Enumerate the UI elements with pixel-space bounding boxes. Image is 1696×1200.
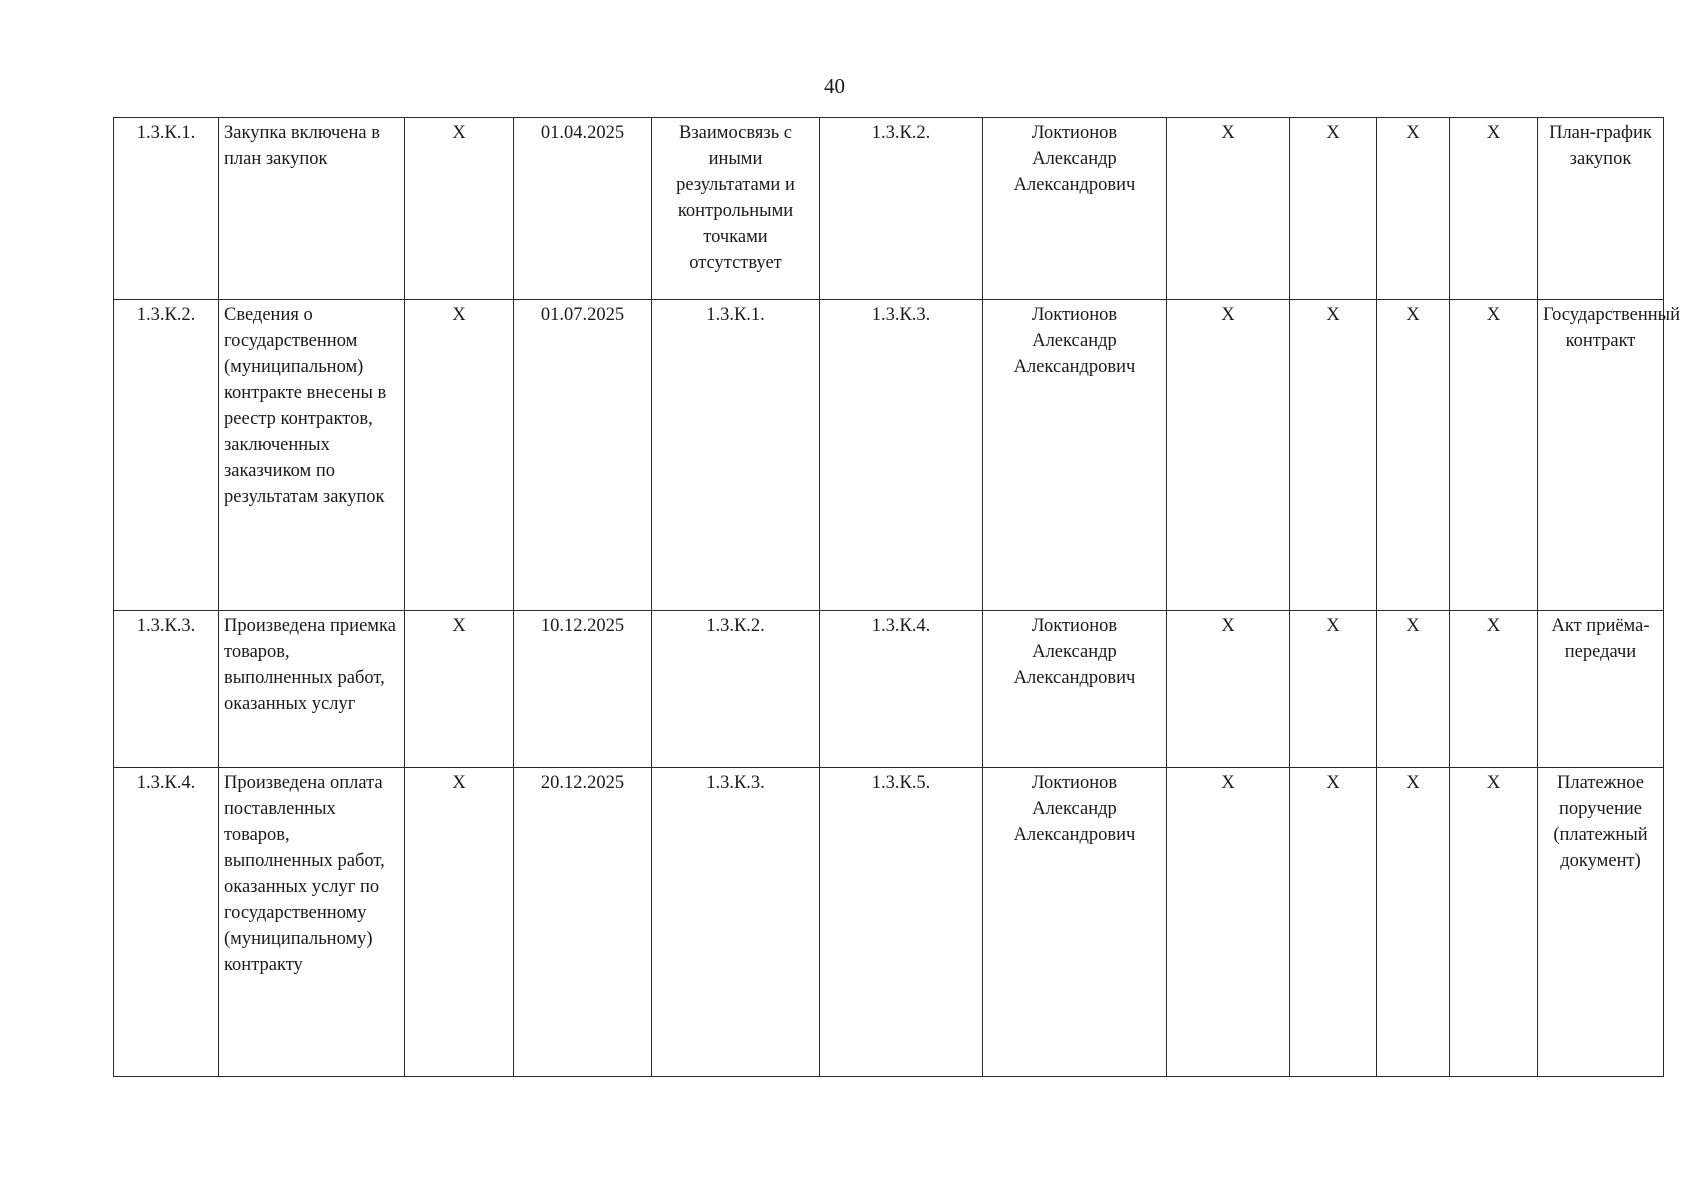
row-successor: 1.3.К.3.	[820, 300, 983, 611]
row-code: 1.3.К.4.	[114, 768, 219, 1077]
row-code: 1.3.К.3.	[114, 611, 219, 768]
row-cell-x: Х	[1377, 611, 1450, 768]
row-cell-x: Х	[1167, 768, 1290, 1077]
row-cell-x: Х	[405, 611, 514, 768]
row-description: Закупка включена в план закупок	[219, 118, 405, 300]
row-cell-x: Х	[1450, 118, 1538, 300]
row-cell-x: Х	[1377, 768, 1450, 1077]
row-predecessor: Взаимосвязь с иными результатами и контрольными точками отсутствует	[652, 118, 820, 300]
row-cell-x: Х	[1450, 611, 1538, 768]
row-cell-x: Х	[1167, 611, 1290, 768]
row-successor: 1.3.К.2.	[820, 118, 983, 300]
table-row	[114, 300, 1664, 611]
row-predecessor: 1.3.К.2.	[652, 611, 820, 768]
row-predecessor: 1.3.К.3.	[652, 768, 820, 1077]
row-description: Сведения о государственном (муниципальном) контракте внесены в реестр контрактов, заключенных заказчиком по результатам закупок	[219, 300, 405, 611]
row-cell-x: Х	[1290, 300, 1377, 611]
row-date: 10.12.2025	[514, 611, 652, 768]
table-row	[114, 768, 1664, 1077]
row-cell-x: Х	[405, 118, 514, 300]
row-document: Платежное поручение (платежный документ)	[1538, 768, 1664, 1077]
row-date: 01.07.2025	[514, 300, 652, 611]
row-cell-x: Х	[405, 768, 514, 1077]
row-cell-x: Х	[1450, 768, 1538, 1077]
row-cell-x: Х	[1290, 611, 1377, 768]
row-successor: 1.3.К.4.	[820, 611, 983, 768]
row-responsible: Локтионов Александр Александрович	[983, 118, 1167, 300]
row-date: 01.04.2025	[514, 118, 652, 300]
row-cell-x: Х	[1167, 118, 1290, 300]
row-successor: 1.3.К.5.	[820, 768, 983, 1077]
row-code: 1.3.К.2.	[114, 300, 219, 611]
row-cell-x: Х	[1290, 118, 1377, 300]
row-cell-x: Х	[1290, 768, 1377, 1077]
row-predecessor: 1.3.К.1.	[652, 300, 820, 611]
row-cell-x: Х	[1377, 118, 1450, 300]
row-responsible: Локтионов Александр Александрович	[983, 768, 1167, 1077]
row-code: 1.3.К.1.	[114, 118, 219, 300]
row-document: План-график закупок	[1538, 118, 1664, 300]
row-cell-x: Х	[405, 300, 514, 611]
row-responsible: Локтионов Александр Александрович	[983, 611, 1167, 768]
row-document: Акт приёма-передачи	[1538, 611, 1664, 768]
page-number-text: 40	[824, 74, 845, 98]
table-row	[114, 118, 1664, 300]
row-document: Государственный контракт	[1538, 300, 1664, 611]
control-points-table	[113, 117, 1680, 1077]
row-responsible: Локтионов Александр Александрович	[983, 300, 1167, 611]
row-description: Произведена оплата поставленных товаров, выполненных работ, оказанных услуг по государственному (муниципальному) контракту	[219, 768, 405, 1077]
row-date: 20.12.2025	[514, 768, 652, 1077]
table-row	[114, 611, 1664, 768]
row-cell-x: Х	[1167, 300, 1290, 611]
row-cell-x: Х	[1450, 300, 1538, 611]
row-description: Произведена приемка товаров, выполненных работ, оказанных услуг	[219, 611, 405, 768]
row-cell-x: Х	[1377, 300, 1450, 611]
